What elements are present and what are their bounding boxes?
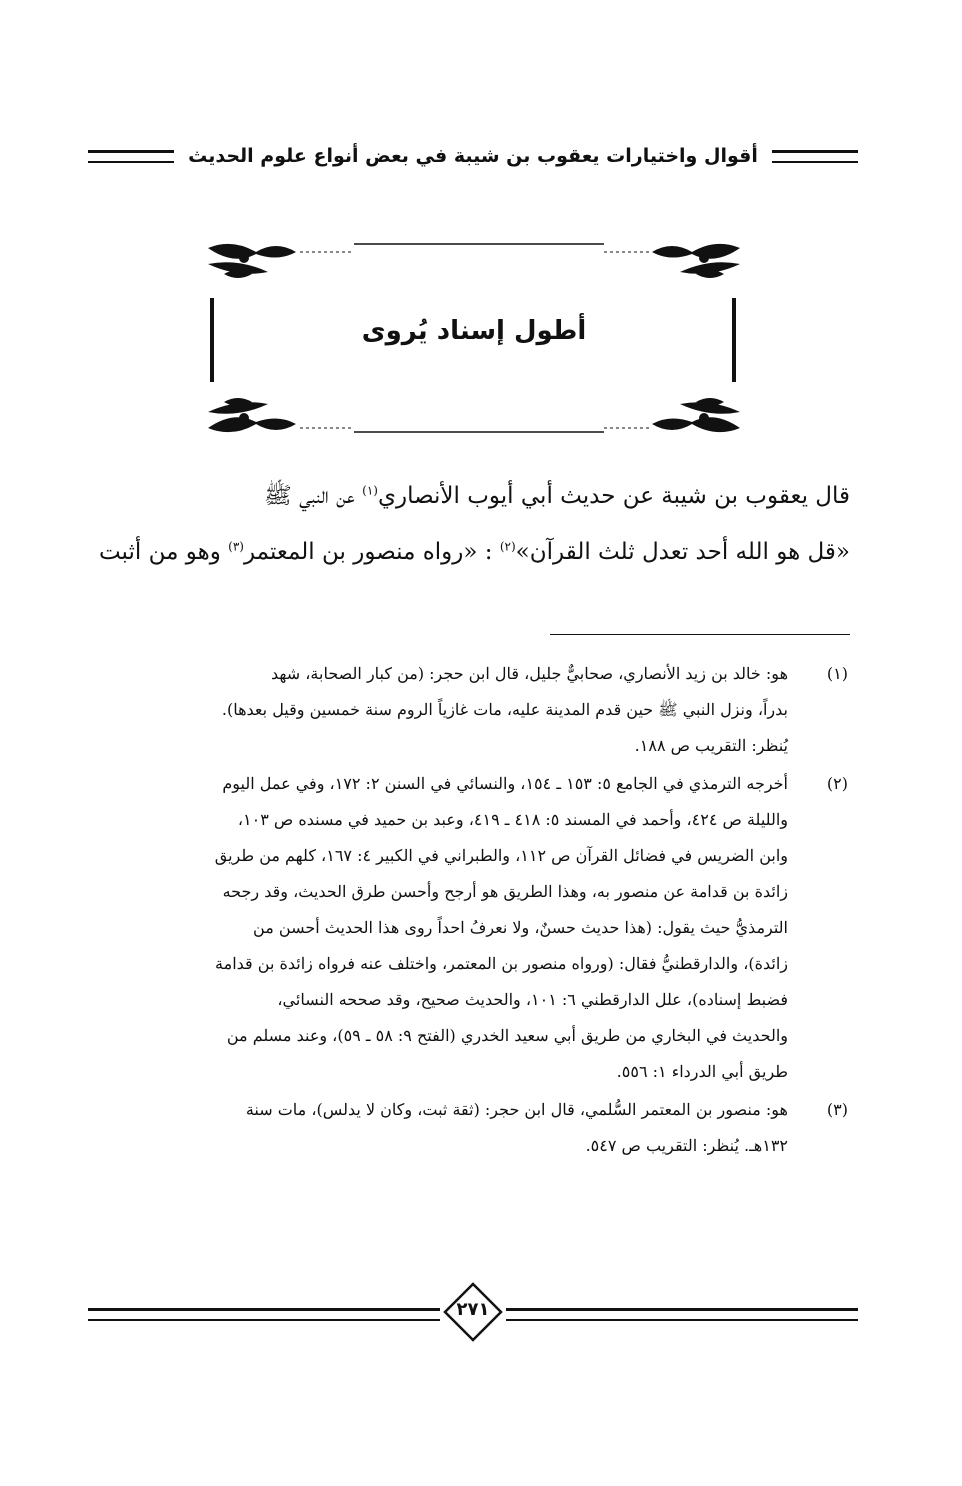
footnote-line: ١٣٢هـ. يُنظر: التقريب ص ٥٤٧. [585, 1136, 788, 1155]
page-footer [88, 1280, 858, 1350]
footnote-2 [100, 766, 850, 1090]
footer-rule-right [506, 1308, 858, 1321]
footnote-line: بدراً، ونزل النبي ﷺ حين قدم المدينة عليه، مات غازياً الروم سنة خمسين وقيل بعدها). [221, 700, 788, 719]
main-line-2 [98, 524, 850, 580]
footer-rule-left [88, 1308, 440, 1321]
main-line-2-end: وهو من أثبت [98, 539, 229, 565]
footnote-line: فضبط إسناده)، علل الدارقطني ٦: ١٠١، والحديث صحيح، وقد صححه النسائي، [277, 990, 788, 1009]
footnote-line: طريق أبي الدرداء ١: ٥٥٦. [616, 1062, 788, 1081]
footnote-line: والحديث في البخاري من طريق أبي سعيد الخدري (الفتح ٩: ٥٨ ـ ٥٩)، وعند مسلم من [226, 1026, 788, 1045]
footnote-line: زائدة بن قدامة عن منصور به، وهذا الطريق هو أرجح وأحسن طرق الحديث، وقد رجحه [222, 882, 788, 901]
footnote-line: زائدة)، والدارقطنيُّ فقال: (ورواه منصور بن المعتمر، واختلف عنه فرواه زائدة بن قدامة [215, 954, 788, 973]
main-line-1-end: عن النبي ﷺ [264, 483, 363, 509]
page-number: ٢٧١ [456, 1299, 490, 1320]
footnote-line: هو: منصور بن المعتمر السُّلمي، قال ابن حجر: (ثقة ثبت، وكان لا يدلس)، مات سنة [245, 1100, 788, 1119]
footnote-line: الترمذيُّ حيث يقول: (هذا حديث حسنٌ، ولا نعرفُ احداً روى هذا الحديث أحسن من [253, 918, 788, 937]
footnote-number: (١) [826, 664, 848, 683]
main-line-2-mid: : «رواه منصور بن المعتمر [243, 539, 493, 565]
footnote-body [100, 656, 788, 764]
header-rule-right [772, 150, 858, 163]
footnote-number: (٢) [826, 774, 848, 793]
main-line-1 [110, 468, 850, 524]
footnote-line: هو: خالد بن زيد الأنصاري، صحابيٌّ جليل، قال ابن حجر: (من كبار الصحابة، شهد [271, 664, 788, 683]
footnote-body [100, 766, 788, 1090]
footnote-line: أخرجه الترمذي في الجامع ٥: ١٥٣ ـ ١٥٤، والنسائي في السنن ٢: ١٧٢، وفي عمل اليوم [222, 774, 788, 793]
footnote-1 [100, 656, 850, 764]
chapter-title-frame [204, 238, 744, 438]
footnote-3 [100, 1092, 850, 1164]
footnote-line: والليلة ص ٤٢٤، وأحمد في المسند ٥: ٤١٨ ـ ٤١٩، وعبد بن حميد في مسنده ص ١٠٣، [237, 810, 788, 829]
footnote-line: وابن الضريس في فضائل القرآن ص ١١٢، والطبراني في الكبير ٤: ١٦٧، كلهم من طريق [214, 846, 788, 865]
main-line-1-text: قال يعقوب بن شيبة عن حديث أبي أيوب الأنصاري [377, 483, 850, 509]
main-line-2-text: «قل هو الله أحد تعدل ثلث القرآن» [515, 539, 850, 565]
running-header-title: أقوال واختيارات يعقوب بن شيبة في بعض أنواع علوم الحديث [188, 145, 758, 167]
footnote-ref-1: (١) [362, 483, 378, 498]
chapter-title: أطول إسناد يُروى [361, 316, 587, 346]
main-text [98, 468, 850, 580]
footnote-body [100, 1092, 788, 1164]
footnote-number: (٣) [826, 1100, 848, 1119]
footnote-ref-3: (٣) [228, 539, 244, 554]
footnote-line: يُنظر: التقريب ص ١٨٨. [634, 736, 788, 755]
footnote-ref-2: (٢) [499, 539, 516, 554]
footnote-separator [550, 634, 850, 635]
running-header [88, 140, 858, 172]
header-rule-left [88, 150, 174, 163]
footnotes [100, 656, 850, 1166]
